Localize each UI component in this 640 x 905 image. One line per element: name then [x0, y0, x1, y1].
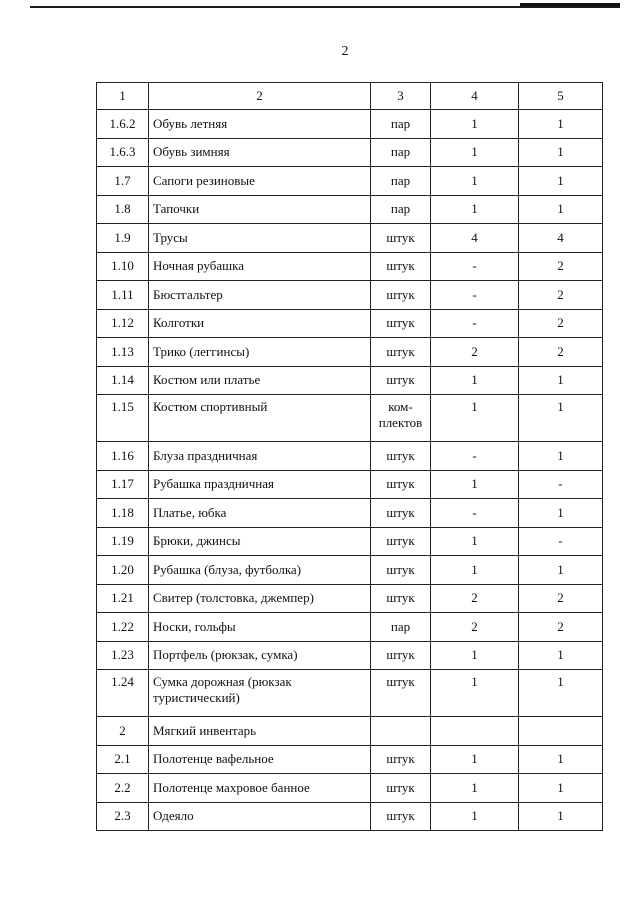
unit-cell: штук	[371, 774, 431, 803]
quantity-col5-cell: 1	[519, 745, 603, 774]
item-name-cell: Свитер (толстовка, джемпер)	[149, 584, 371, 613]
page-number: 2	[341, 44, 349, 59]
quantity-col4-cell: 1	[431, 802, 519, 831]
item-name-cell: Трусы	[149, 224, 371, 253]
quantity-col5-cell: 1	[519, 138, 603, 167]
header-cell-1: 1	[97, 83, 149, 110]
unit-cell: ком- плектов	[371, 395, 431, 442]
table-row	[97, 774, 603, 803]
unit-cell: штук	[371, 670, 431, 717]
row-number-cell: 1.6.3	[97, 138, 149, 167]
item-name-cell: Костюм спортивный	[149, 395, 371, 442]
quantity-col4-cell: 1	[431, 366, 519, 395]
row-number-cell: 1.13	[97, 338, 149, 367]
row-number-cell: 1.12	[97, 309, 149, 338]
item-name-cell: Полотенце вафельное	[149, 745, 371, 774]
table-row	[97, 527, 603, 556]
row-number-cell: 1.7	[97, 167, 149, 196]
header-cell-2: 2	[149, 83, 371, 110]
item-name-cell: Колготки	[149, 309, 371, 338]
item-name-cell: Платье, юбка	[149, 499, 371, 528]
row-number-cell: 2.3	[97, 802, 149, 831]
row-number-cell: 1.8	[97, 195, 149, 224]
unit-cell: штук	[371, 745, 431, 774]
table-row	[97, 499, 603, 528]
table-row	[97, 470, 603, 499]
header-cell-4: 4	[431, 83, 519, 110]
unit-cell: штук	[371, 309, 431, 338]
quantity-col4-cell: -	[431, 442, 519, 471]
table-row	[97, 224, 603, 253]
quantity-col5-cell: 1	[519, 167, 603, 196]
quantity-col5-cell: 1	[519, 670, 603, 717]
table-row	[97, 745, 603, 774]
item-name-cell: Носки, гольфы	[149, 613, 371, 642]
row-number-cell: 2.2	[97, 774, 149, 803]
item-name-cell: Бюстгальтер	[149, 281, 371, 310]
unit-cell	[371, 717, 431, 746]
top-rule-accent	[520, 3, 620, 6]
quantity-col5-cell: -	[519, 470, 603, 499]
item-name-cell: Мягкий инвентарь	[149, 717, 371, 746]
quantity-col5-cell: 1	[519, 499, 603, 528]
unit-cell: штук	[371, 556, 431, 585]
item-name-cell: Костюм или платье	[149, 366, 371, 395]
table-row	[97, 584, 603, 613]
item-name-cell: Сумка дорожная (рюкзак туристический)	[149, 670, 371, 717]
row-number-cell: 1.14	[97, 366, 149, 395]
quantity-col4-cell: -	[431, 281, 519, 310]
table-row	[97, 195, 603, 224]
table-row	[97, 613, 603, 642]
quantity-col5-cell: 1	[519, 641, 603, 670]
table-row	[97, 167, 603, 196]
row-number-cell: 1.10	[97, 252, 149, 281]
table-row	[97, 366, 603, 395]
row-number-cell: 1.6.2	[97, 110, 149, 139]
quantity-col4-cell: -	[431, 309, 519, 338]
row-number-cell: 1.21	[97, 584, 149, 613]
table-row	[97, 309, 603, 338]
quantity-col4-cell: 2	[431, 613, 519, 642]
quantity-col5-cell: 4	[519, 224, 603, 253]
unit-cell: пар	[371, 195, 431, 224]
quantity-col5-cell	[519, 717, 603, 746]
quantity-col4-cell: 1	[431, 195, 519, 224]
quantity-col4-cell: 1	[431, 745, 519, 774]
quantity-col4-cell: 2	[431, 338, 519, 367]
row-number-cell: 1.16	[97, 442, 149, 471]
quantity-col4-cell: 1	[431, 470, 519, 499]
table-row	[97, 281, 603, 310]
table-row	[97, 641, 603, 670]
inventory-table	[96, 82, 603, 831]
unit-cell: пар	[371, 167, 431, 196]
unit-cell: штук	[371, 338, 431, 367]
unit-cell: пар	[371, 613, 431, 642]
table-row	[97, 442, 603, 471]
quantity-col4-cell: 1	[431, 138, 519, 167]
item-name-cell: Обувь зимняя	[149, 138, 371, 167]
item-name-cell: Тапочки	[149, 195, 371, 224]
quantity-col5-cell: 1	[519, 556, 603, 585]
quantity-col5-cell: 2	[519, 252, 603, 281]
row-number-cell: 1.24	[97, 670, 149, 717]
item-name-cell: Одеяло	[149, 802, 371, 831]
unit-cell: штук	[371, 252, 431, 281]
quantity-col5-cell: 1	[519, 802, 603, 831]
row-number-cell: 1.15	[97, 395, 149, 442]
quantity-col4-cell: 1	[431, 641, 519, 670]
item-name-cell: Ночная рубашка	[149, 252, 371, 281]
item-name-cell: Полотенце махровое банное	[149, 774, 371, 803]
quantity-col4-cell: 1	[431, 670, 519, 717]
quantity-col4-cell: 1	[431, 395, 519, 442]
unit-cell: штук	[371, 584, 431, 613]
unit-cell: штук	[371, 224, 431, 253]
quantity-col4-cell: 1	[431, 556, 519, 585]
quantity-col5-cell: 1	[519, 366, 603, 395]
row-number-cell: 2	[97, 717, 149, 746]
quantity-col4-cell: 1	[431, 527, 519, 556]
unit-cell: штук	[371, 442, 431, 471]
item-name-cell: Обувь летняя	[149, 110, 371, 139]
quantity-col5-cell: -	[519, 527, 603, 556]
quantity-col5-cell: 1	[519, 774, 603, 803]
quantity-col5-cell: 2	[519, 584, 603, 613]
quantity-col5-cell: 1	[519, 442, 603, 471]
table-row	[97, 338, 603, 367]
quantity-col4-cell: 1	[431, 110, 519, 139]
quantity-col5-cell: 1	[519, 195, 603, 224]
table-row	[97, 138, 603, 167]
quantity-col5-cell: 2	[519, 309, 603, 338]
quantity-col4-cell: 2	[431, 584, 519, 613]
unit-cell: штук	[371, 366, 431, 395]
header-cell-3: 3	[371, 83, 431, 110]
item-name-cell: Портфель (рюкзак, сумка)	[149, 641, 371, 670]
unit-cell: пар	[371, 110, 431, 139]
unit-cell: штук	[371, 802, 431, 831]
quantity-col5-cell: 2	[519, 338, 603, 367]
row-number-cell: 1.11	[97, 281, 149, 310]
unit-cell: пар	[371, 138, 431, 167]
table-header-row	[97, 83, 603, 110]
quantity-col4-cell: 4	[431, 224, 519, 253]
item-name-cell: Блуза праздничная	[149, 442, 371, 471]
unit-cell: штук	[371, 281, 431, 310]
item-name-cell: Трико (леггинсы)	[149, 338, 371, 367]
quantity-col5-cell: 2	[519, 613, 603, 642]
quantity-col4-cell	[431, 717, 519, 746]
table-row	[97, 252, 603, 281]
table-row	[97, 395, 603, 442]
item-name-cell: Рубашка праздничная	[149, 470, 371, 499]
unit-cell: штук	[371, 499, 431, 528]
header-cell-5: 5	[519, 83, 603, 110]
quantity-col4-cell: -	[431, 499, 519, 528]
row-number-cell: 2.1	[97, 745, 149, 774]
table-row	[97, 717, 603, 746]
row-number-cell: 1.17	[97, 470, 149, 499]
item-name-cell: Брюки, джинсы	[149, 527, 371, 556]
quantity-col5-cell: 1	[519, 110, 603, 139]
row-number-cell: 1.19	[97, 527, 149, 556]
quantity-col5-cell: 2	[519, 281, 603, 310]
quantity-col5-cell: 1	[519, 395, 603, 442]
row-number-cell: 1.9	[97, 224, 149, 253]
row-number-cell: 1.20	[97, 556, 149, 585]
quantity-col4-cell: -	[431, 252, 519, 281]
quantity-col4-cell: 1	[431, 167, 519, 196]
table-row	[97, 556, 603, 585]
table-row	[97, 110, 603, 139]
item-name-cell: Рубашка (блуза, футболка)	[149, 556, 371, 585]
table-row	[97, 802, 603, 831]
item-name-cell: Сапоги резиновые	[149, 167, 371, 196]
unit-cell: штук	[371, 470, 431, 499]
quantity-col4-cell: 1	[431, 774, 519, 803]
row-number-cell: 1.23	[97, 641, 149, 670]
unit-cell: штук	[371, 641, 431, 670]
row-number-cell: 1.22	[97, 613, 149, 642]
top-rule	[30, 6, 620, 8]
table-row	[97, 670, 603, 717]
row-number-cell: 1.18	[97, 499, 149, 528]
unit-cell: штук	[371, 527, 431, 556]
